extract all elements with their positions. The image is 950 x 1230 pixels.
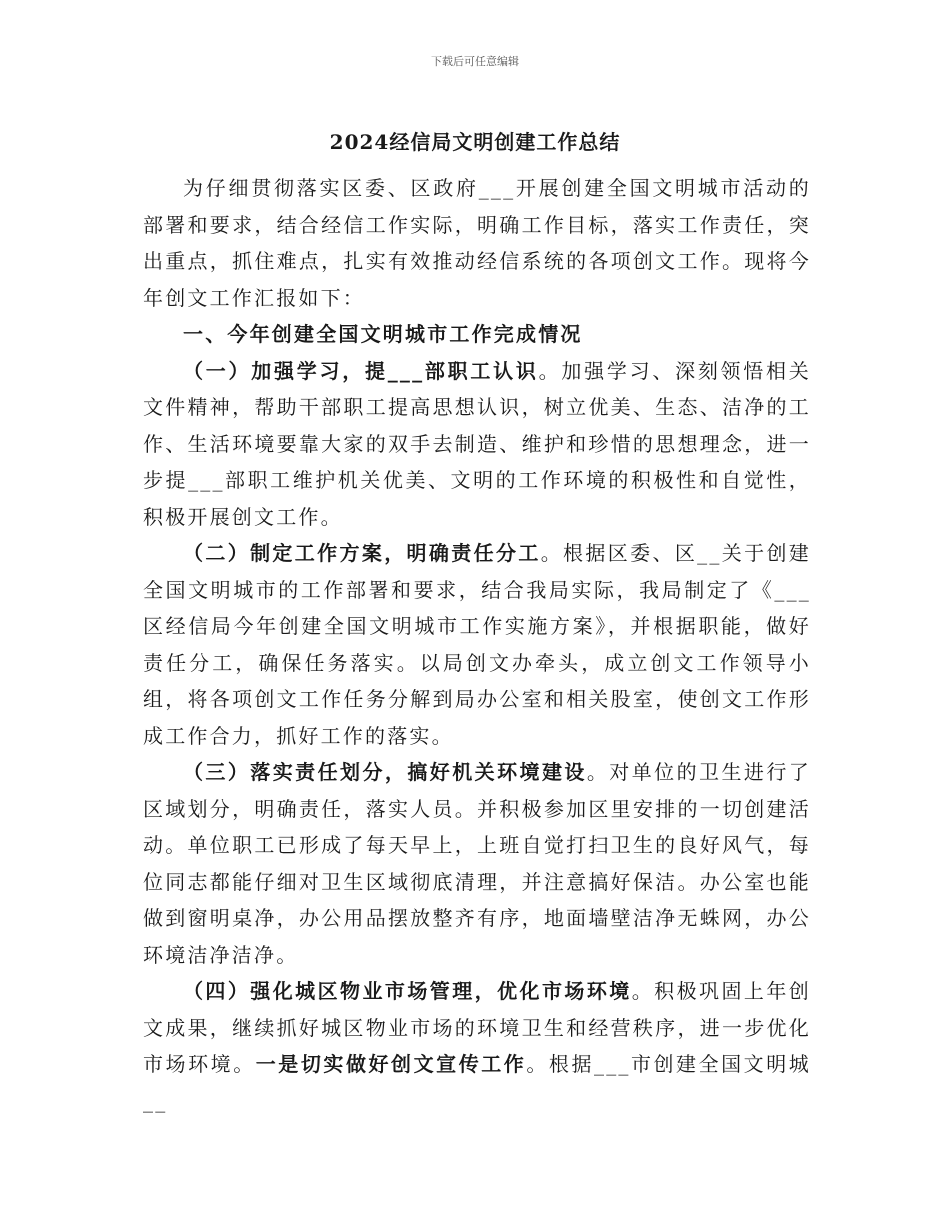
document-body [143,170,811,1119]
document-title: 2024经信局文明创建工作总结 [329,130,621,154]
paragraph-2-text: 。根据区委、区__关于创建全国文明城市的工作部署和要求，结合我局实际，我局制定了《___区经信局今年创建全国文明城市工作实施方案》，并根据职能，做好责任分工，确保任务落实。以局创文办牵头，成立创文工作领导小组，将各项创文工作任务分解到局办公室和相关股室，使创文工作形成工作合力，抓好工作的落实。 [143,541,811,748]
paragraph-4-lead: （四）强化城区物业市场管理，优化市场环境 [183,979,632,1003]
section-heading-1: 一、今年创建全国文明城市工作完成情况 [183,322,583,346]
paragraph-2 [143,535,811,754]
paragraph-3-lead: （三）落实责任划分，搞好机关环境建设 [183,760,587,784]
paragraph-1-lead: （一）加强学习，提___部职工认识 [183,358,539,383]
paragraph-4-lead-2: 一是切实做好创文宣传工作 [255,1052,527,1076]
paragraph-3 [143,754,811,973]
paragraph-4-text-2: 。根据___市创建全国文明城__ [143,1052,811,1113]
intro-paragraph: 为仔细贯彻落实区委、区政府___开展创建全国文明城市活动的部署和要求，结合经信工作实际，明确工作目标，落实工作责任，突出重点，抓住难点，扎实有效推动经信系统的各项创文工作。现将今年创文工作汇报如下： [143,176,811,310]
header-note: 下载后可任意编辑 [431,55,519,68]
paragraph-2-lead: （二）制定工作方案，明确责任分工 [183,541,541,565]
paragraph-1-text: 。加强学习、深刻领悟相关文件精神，帮助干部职工提高思想认识，树立优美、生态、洁净的工作、生活环境要靠大家的双手去制造、维护和珍惜的思想理念，进一步提___部职工维护机关优美、文明的工作环境的积极性和自觉性，积极开展创文工作。 [143,358,811,529]
paragraph-1 [143,353,811,536]
paragraph-3-text: 。对单位的卫生进行了区域划分，明确责任，落实人员。并积极参加区里安排的一切创建活动。单位职工已形成了每天早上，上班自觉打扫卫生的良好风气，每位同志都能仔细对卫生区域彻底清理，并注意搞好保洁。办公室也能做到窗明桌净，办公用品摆放整齐有序，地面墙壁洁净无蛛网，办公环境洁净洁净。 [143,760,812,967]
paragraph-4-text: 。积极巩固上年创文成果，继续抓好城区物业市场的环境卫生和经营秩序，进一步优化市场环境。 [143,979,811,1076]
paragraph-4 [143,973,811,1119]
